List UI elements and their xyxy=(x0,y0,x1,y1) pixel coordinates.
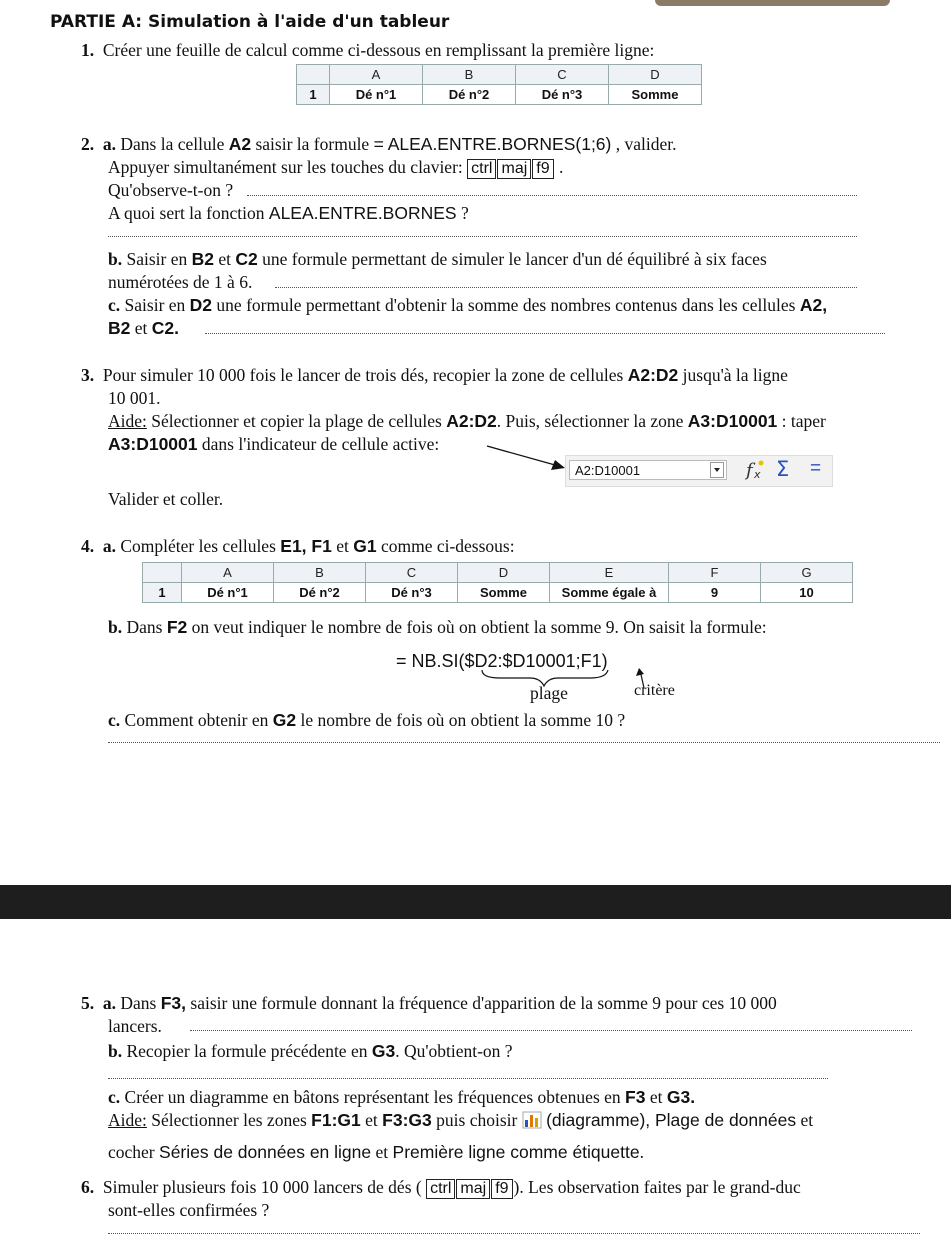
maj-key: maj xyxy=(497,159,531,179)
row-number: 1 xyxy=(297,85,330,105)
arrow-icon xyxy=(485,444,570,474)
svg-text:f: f xyxy=(746,460,753,481)
col-header: D xyxy=(609,65,702,85)
q1-spreadsheet xyxy=(296,64,702,105)
col-header: A xyxy=(182,563,274,583)
sum-icon[interactable]: Σ xyxy=(776,457,790,481)
table-cell: Dé n°3 xyxy=(516,85,609,105)
col-header: A xyxy=(330,65,423,85)
photo-fragment xyxy=(655,0,890,6)
plage-label: plage xyxy=(530,683,568,703)
q3-aide: Aide: Sélectionner et copier la plage de cellules A2:D2. Puis, sélectionner la zone A3:D10001 : taper xyxy=(108,411,826,431)
table-cell: 9 xyxy=(669,583,761,603)
equals-icon[interactable]: = xyxy=(810,458,822,479)
q1-text: 1. Créer une feuille de calcul comme ci-dessous en remplissant la première ligne: xyxy=(81,40,655,60)
answer-line xyxy=(247,195,857,196)
q2a-line: 2. a. Dans la cellule A2 saisir la formule = ALEA.ENTRE.BORNES(1;6) , valider. xyxy=(81,134,677,154)
q4-spreadsheet xyxy=(142,562,853,603)
namebox-input[interactable]: A2:D10001 xyxy=(569,460,727,480)
f9-key: f9 xyxy=(491,1179,512,1199)
q6-line2: sont-elles confirmées ? xyxy=(108,1200,270,1220)
answer-line xyxy=(205,333,885,334)
answer-line xyxy=(108,1233,920,1234)
q3-line2: 10 001. xyxy=(108,388,161,408)
col-header: C xyxy=(516,65,609,85)
table-cell: 10 xyxy=(761,583,853,603)
ctrl-key: ctrl xyxy=(426,1179,455,1199)
table-cell: Dé n°1 xyxy=(182,583,274,603)
col-header: D xyxy=(458,563,550,583)
q5-aide-line1: Aide: Sélectionner les zones F1:G1 et F3:G3 puis choisir (diagramme), Plage de données et xyxy=(108,1110,814,1130)
q2b-line2: numérotées de 1 à 6. xyxy=(108,272,253,292)
answer-line xyxy=(275,287,857,288)
q2c-line1: c. Saisir en D2 une formule permettant d'obtenir la somme des nombres contenus dans les cellules A2, xyxy=(108,295,828,315)
table-cell: Somme xyxy=(458,583,550,603)
q2-quoi: A quoi sert la fonction ALEA.ENTRE.BORNES ? xyxy=(108,203,469,223)
q3-valider: Valider et coller. xyxy=(108,489,224,509)
answer-line xyxy=(190,1030,912,1031)
table-cell: Dé n°1 xyxy=(330,85,423,105)
q2c-line2: B2 et C2. xyxy=(108,318,179,338)
col-header: B xyxy=(274,563,366,583)
ctrl-key: ctrl xyxy=(467,159,496,179)
answer-line xyxy=(108,1078,828,1079)
q2-press-line: Appuyer simultanément sur les touches du clavier: ctrl maj f9 . xyxy=(108,157,564,177)
table-cell: Dé n°3 xyxy=(366,583,458,603)
q6-line1: 6. Simuler plusieurs fois 10 000 lancers de dés ( ctrl maj f9 ). Les observation faites par le grand-duc xyxy=(81,1177,801,1197)
q5c-line: c. Créer un diagramme en bâtons représentant les fréquences obtenues en F3 et G3. xyxy=(108,1087,696,1107)
q5-aide-line2: cocher Séries de données en ligne et Première ligne comme étiquette. xyxy=(108,1142,644,1162)
q4b-line: b. Dans F2 on veut indiquer le nombre de fois où on obtient la somme 9. On saisit la formule: xyxy=(108,617,767,637)
q3-line4: A3:D10001 dans l'indicateur de cellule active: xyxy=(108,434,440,454)
maj-key: maj xyxy=(456,1179,490,1199)
row-number: 1 xyxy=(143,583,182,603)
namebox-dropdown-button[interactable] xyxy=(710,462,724,478)
countif-formula: = NB.SI($D2:$D10001;F1) xyxy=(396,651,608,671)
q2b-line1: b. Saisir en B2 et C2 une formule permettant de simuler le lancer d'un dé équilibré à six faces xyxy=(108,249,767,269)
formula-toolbar xyxy=(565,455,833,487)
answer-line xyxy=(108,236,857,237)
answer-line xyxy=(108,742,940,743)
table-cell: Dé n°2 xyxy=(423,85,516,105)
table-cell: Somme égale à xyxy=(550,583,669,603)
q3-line1: 3. Pour simuler 10 000 fois le lancer de trois dés, recopier la zone de cellules A2:D2 jusqu'à la ligne xyxy=(81,365,788,385)
critere-label: critère xyxy=(634,682,675,699)
q4c-line: c. Comment obtenir en G2 le nombre de fois où on obtient la somme 10 ? xyxy=(108,710,626,730)
chevron-down-icon xyxy=(711,463,723,477)
col-header: E xyxy=(550,563,669,583)
function-wizard-icon[interactable] xyxy=(744,458,766,487)
chart-icon[interactable] xyxy=(522,1111,542,1129)
f9-key: f9 xyxy=(532,159,553,179)
q4a-line: 4. a. Compléter les cellules E1, F1 et G1 comme ci-dessous: xyxy=(81,536,515,556)
page-title: PARTIE A: Simulation à l'aide d'un tableur xyxy=(50,12,450,32)
table-cell: Somme xyxy=(609,85,702,105)
col-header: C xyxy=(366,563,458,583)
q5b-line: b. Recopier la formule précédente en G3. Qu'obtient-on ? xyxy=(108,1041,513,1061)
col-header: B xyxy=(423,65,516,85)
svg-text:x: x xyxy=(754,468,761,481)
page-separator xyxy=(0,885,951,919)
table-cell: Dé n°2 xyxy=(274,583,366,603)
col-header: F xyxy=(669,563,761,583)
q2-observe: Qu'observe-t-on ? xyxy=(108,180,234,200)
q5a-line1: 5. a. Dans F3, saisir une formule donnant la fréquence d'apparition de la somme 9 pour ces 10 000 xyxy=(81,993,777,1013)
col-header: G xyxy=(761,563,853,583)
q5a-line2: lancers. xyxy=(108,1016,162,1036)
